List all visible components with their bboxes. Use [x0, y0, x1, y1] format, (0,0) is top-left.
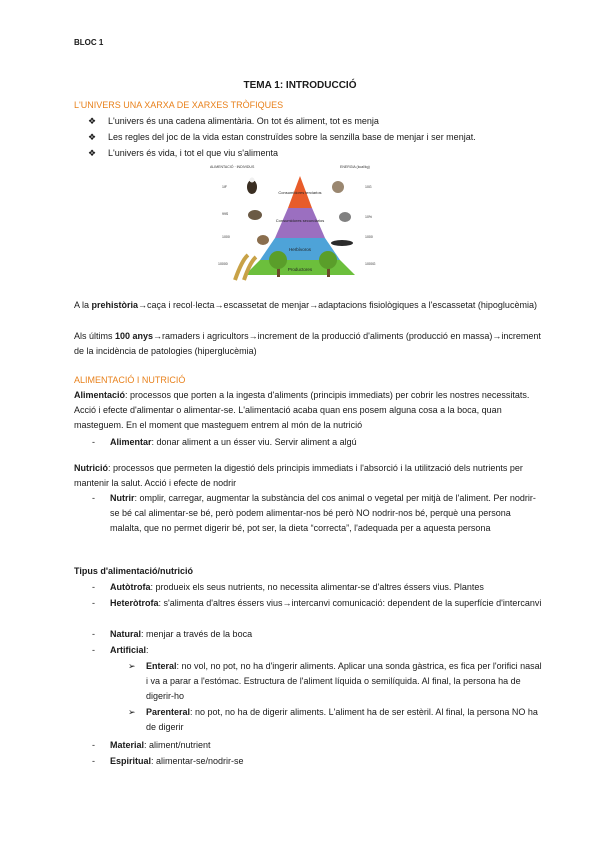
tipus-item-artificial: Artificial:	[110, 645, 149, 655]
section-heading-univers: L'UNIVERS UNA XARXA DE XARXES TRÒFIQUES	[74, 100, 284, 110]
document-page: BLOC 1 TEMA 1: INTRODUCCIÓ L'UNIVERS UNA XARXA DE XARXES TRÒFIQUES ❖ L'univers és una cadena alimentària. On tot és aliment, tot es menja ❖ Les regles del joc de la vida estan construïdes sobre la senzilla base de menjar i ser menjat. ❖ L'univers és vida, i tot el que viu s'alimenta ALIMENTACIÓ · INDIVIDUS ENERGIA (kcal/kg) Consumidores terciarios Consumidores secundarios Herbívoros Productores 1IF 99S 1000 10000 10G 10% 1000 1000G A la prehistòria→caça i recol·lecta→escassetat de menjar→adaptacions fisiològiques a l'escassetat (hipoglucèmia) Als últims 100 anys→ramaders i agricultors→increment de la producció d'aliments (producció en massa)→increment de la incidència de patologies (hiperglucèmia) ALIMENTACIÓ I NUTRICIÓ Alimentació: processos que porten a la ingesta d'aliments (principis immediats) per cobrir les nostres necessitats. Acció i efecte d'alimentar o alimentar-se. L'alimentació acaba quan ens posem alguna cosa a la boca, quan masteguem. En el moment que masteguem entrem al món de la nutrició - Alimentar: donar aliment a un ésser viu. Servir aliment a algú Nutrició: processos que permeten la digestió dels principis immediats i l'absorció i la utilització dels nutrients per mantenir la salut. Acció i efecte de nodrir - Nutrir: omplir, carregar, augmentar la substància del cos animal o vegetal per mitjà de l'aliment. Per nodrir-se bé cal alimentar-se bé, però podem alimentar-nos bé però NO nodrir-nos bé, perquè una persona malalta, que no permet digerir bé, pot ser, la dieta “correcta”, l'adequada per a aquesta persona Tipus d'alimentació/nutrició - Autòtrofa: produeix els seus nutrients, no necessita alimentar-se d'altres éssers vius. Plantes - Heteròtrofa: s'alimenta d'altres éssers vius→intercanvi comunicació: dependent de la superfície d'intercanvi - Natural: menjar a través de la boca - Artificial: ➢ Enteral: no vol, no pot, no ha d'ingerir aliments. Aplicar una sonda gàstrica, es fica per l'orifici nasal i va a parar a l'estómac. Estructura de l'aliment líquida o semilíquida. Al final, la persona ha de digerir-ho ➢ Parenteral: no pot, no ha de digerir aliments. L'aliment ha de ser estèril. Al final, la persona NO ha de digerir - Material: aliment/nutrient - Espiritual: alimentar-se/nodrir-se	[0, 0, 600, 848]
bullet-2: ❖ Les regles del joc de la vida estan construïdes sobre la senzilla base de menjar i ser menjat.	[88, 132, 476, 142]
pyramid-right-value-4: 1000G	[365, 262, 376, 266]
pyramid-left-value-1: 1IF	[222, 185, 228, 189]
tipus-item-autotrofa: Autòtrofa: produeix els seus nutrients, no necessita alimentar-se d'altres éssers vius. Plantes	[110, 582, 484, 592]
pyramid-label-secundarios: Consumidores secundarios	[275, 218, 325, 223]
pyramid-header-right: ENERGIA (kcal/kg)	[340, 165, 370, 169]
mouse-icon	[257, 235, 269, 245]
alimentacio-paragraph: Alimentació: processos que porten a la ingesta d'aliments (principis immediats) per cobrir les nostres necessitats. Acció i efecte d'alimentar o alimentar-se. L'alimentació acaba quan ens posem alguna cosa a la boca, quan masteguem. En el moment que masteguem entrem al món de la nutrició	[74, 390, 530, 430]
tipus-item-material: Material: aliment/nutrient	[110, 740, 211, 750]
sub-item-enteral: Enteral: no vol, no pot, no ha d'ingerir aliments. Aplicar una sonda gàstrica, es fica per l'orifici nasal i va a parar a l'estómac. Estructura de l'aliment líquida o semilíquida. Al final, la persona ha de digerir-ho	[146, 661, 542, 701]
tipus-item-espiritual: Espiritual: alimentar-se/nodrir-se	[110, 756, 244, 766]
arrow-bullet-icon: ➢	[128, 707, 136, 717]
diamond-bullet-icon: ❖	[88, 148, 97, 158]
pyramid-right-value-3: 1000	[365, 235, 373, 239]
section-heading-alimentacio: ALIMENTACIÓ I NUTRICIÓ	[74, 375, 186, 385]
nutrir-item: Nutrir: omplir, carregar, augmentar la substància del cos animal o vegetal per mitjà de l'aliment. Per nodrir-se bé cal alimentar-se bé, però podem alimentar-nos bé però NO nodrir-nos bé, perquè una persona malalta, que no permet digerir bé, pot ser, la dieta “correcta”, l'adequada per a aquesta persona	[110, 493, 536, 533]
header-label: BLOC 1	[74, 38, 104, 47]
page-title: TEMA 1: INTRODUCCIÓ	[243, 80, 357, 91]
last-100-years-paragraph: Als últims 100 anys→ramaders i agricultors→increment de la producció d'aliments (producció en massa)→increment de la incidència de patologies (hiperglucèmia)	[74, 331, 541, 356]
pyramid-label-herbivoros: Herbívoros	[288, 247, 312, 252]
pyramid-left-value-3: 1000	[222, 235, 230, 239]
alimentar-item: - Alimentar: donar aliment a un ésser viu. Servir aliment a algú	[92, 437, 357, 447]
pyramid-label-terciarios: Consumidores terciarios	[278, 190, 322, 195]
diamond-bullet-icon: ❖	[88, 132, 97, 142]
sub-item-parenteral: Parenteral: no pot, no ha de digerir aliments. L'aliment ha de ser estèril. Al final, la persona NO ha de digerir	[146, 707, 538, 732]
pyramid-level-secundarios	[275, 208, 325, 238]
prehistory-paragraph: A la prehistòria→caça i recol·lecta→escassetat de menjar→adaptacions fisiològiques a l'escassetat (hipoglucèmia)	[74, 300, 537, 310]
arrow-bullet-icon: ➢	[128, 661, 136, 671]
nutricio-paragraph: Nutrició: processos que permeten la digestió dels principis immediats i l'absorció i la utilització dels nutrients per mantenir la salut. Acció i efecte de nodrir	[74, 463, 523, 488]
tipus-item-natural: Natural: menjar a través de la boca	[110, 629, 253, 639]
cat-icon	[339, 212, 351, 222]
pyramid-label-productores: Productores	[287, 267, 313, 272]
bullet-1: ❖ L'univers és una cadena alimentària. On tot és aliment, tot es menja	[88, 116, 379, 126]
pyramid-left-value-4: 10000	[218, 262, 228, 266]
tipus-item-heterotrofa: Heteròtrofa: s'alimenta d'altres éssers vius→intercanvi comunicació: dependent de la superfície d'intercanvi	[110, 598, 542, 608]
owl-icon	[332, 181, 344, 193]
diamond-bullet-icon: ❖	[88, 116, 97, 126]
pyramid-right-value-2: 10%	[365, 215, 373, 219]
bullet-3: ❖ L'univers és vida, i tot el que viu s'alimenta	[88, 148, 279, 158]
tipus-heading: Tipus d'alimentació/nutrició	[74, 566, 193, 576]
pyramid-right-value-1: 10G	[365, 185, 372, 189]
insect-icon	[331, 240, 353, 246]
pyramid-header-left: ALIMENTACIÓ · INDIVIDUS	[210, 165, 255, 169]
eagle-icon	[247, 178, 257, 195]
trophic-pyramid-diagram	[200, 160, 400, 285]
snake-icon	[248, 210, 262, 220]
pyramid-left-value-2: 99S	[222, 212, 229, 216]
